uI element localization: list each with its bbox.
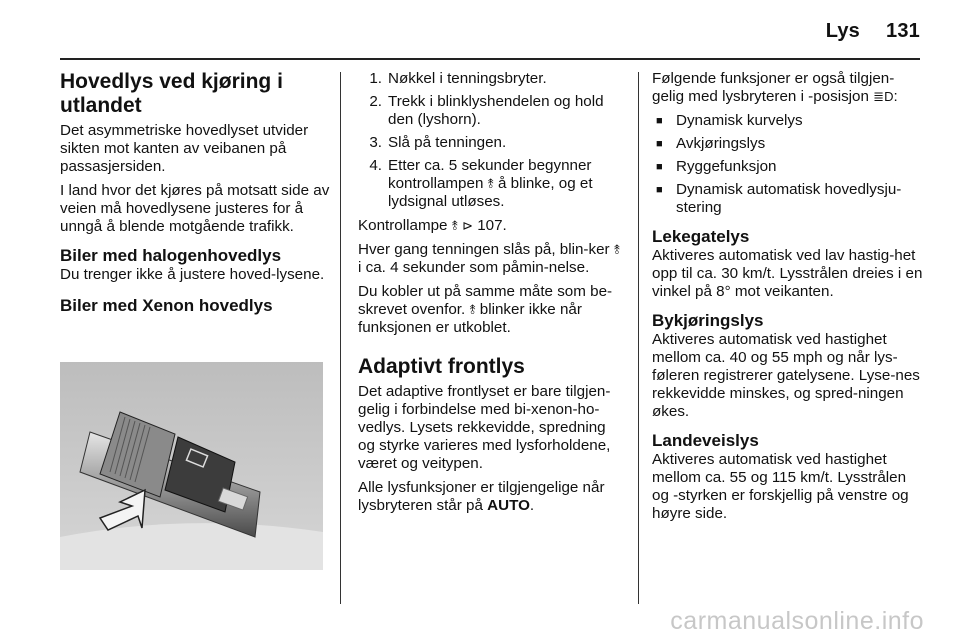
paragraph-lekegatelys: Aktiveres automatisk ved lav hastig-het opp til ca. 30 km/t. Lysstrålen dreies i en vinkel på 8° mot veikanten. <box>652 247 923 300</box>
bullet-icon: ■ <box>656 184 663 196</box>
turn-signal-stalk-image <box>60 362 323 570</box>
control-lamp-icon: ⥉ <box>469 302 476 317</box>
paragraph-landeveislys: Aktiveres automatisk ved hastighet mellom ca. 55 og 115 km/t. Lysstrålen og -styrken er forskjellig på venstre og høyre side. <box>652 451 909 522</box>
paragraph-adaptive: Det adaptive frontlyset er bare tilgjen-gelig i forbindelse med bi-xenon-ho-vedlys. Lysets rekkevidde, spredning og styrke varieres med lysforholdene, været og veitypen. <box>358 383 611 472</box>
heading-adaptive: Adaptivt frontlys <box>358 355 525 378</box>
column-1 <box>60 70 332 316</box>
paragraph-intro: Følgende funksjoner er også tilgjen-gelig med lysbryteren i -posisjon ≣D: <box>652 70 898 105</box>
list-item: ■ Avkjøringslys <box>652 135 924 153</box>
heading-bykjoringslys: Bykjøringslys <box>652 311 764 330</box>
list-item: 2. Trekk i blinklyshendelen og hold den (lyshorn). <box>369 93 604 128</box>
functions-list <box>652 112 924 217</box>
stalk-illustration <box>60 362 323 570</box>
control-lamp-icon: ⥉ <box>613 242 620 257</box>
page-header <box>826 20 920 43</box>
headlamp-icon: ≣D <box>873 89 894 104</box>
heading-lekegatelys: Lekegatelys <box>652 227 750 246</box>
section-title: Lys <box>825 20 861 42</box>
heading-halogen: Biler med halogenhovedlys <box>60 246 282 265</box>
watermark: carmanualsonline.info <box>670 607 924 635</box>
paragraph-bykjoringslys: Aktiveres automatisk ved hastighet mellom ca. 40 og 55 mph og når lys-føleren registrerer gatelysene. Lyse-nes rekkevidde minskes, og spred-ningen økes. <box>652 331 920 420</box>
control-lamp-icon: ⥉ <box>487 176 494 191</box>
paragraph-kontrollampe: Kontrollampe ⥉ ⊳ 107. <box>358 217 507 234</box>
list-item: ■ Dynamisk kurvelys <box>652 112 924 130</box>
list-item: 1. Nøkkel i tenningsbryter. <box>369 70 547 87</box>
bullet-icon: ■ <box>656 115 663 127</box>
heading-landeveislys: Landeveislys <box>652 431 759 450</box>
paragraph-tenning: Hver gang tenningen slås på, blin-ker ⥉ i ca. 4 sekunder som påmin-nelse. <box>358 241 620 276</box>
auto-label: AUTO <box>487 497 530 514</box>
bullet-icon: ■ <box>656 161 663 173</box>
control-lamp-icon: ⥉ <box>451 218 458 233</box>
list-item: ■ Dynamisk automatisk hovedlysju-stering <box>652 181 924 217</box>
column-divider-2 <box>638 72 639 604</box>
heading-hovedlys-utlandet: Hovedlys ved kjøring i utlandet <box>60 70 283 117</box>
paragraph-asymmetric: Det asymmetriske hovedlyset utvider sikten mot kanten av veibanen på passasjersiden. <box>60 122 309 175</box>
header-rule <box>60 58 920 60</box>
column-2 <box>358 70 624 521</box>
bullet-icon: ■ <box>656 138 663 150</box>
paragraph-kobler-ut: Du kobler ut på samme måte som be-skrevet ovenfor. ⥉ blinker ikke når funksjonen er utkoblet. <box>358 283 613 336</box>
paragraph-halogen: Du trenger ikke å justere hoved-lysene. <box>60 266 325 283</box>
list-item: ■ Ryggefunksjon <box>652 158 924 176</box>
list-item: 3. Slå på tenningen. <box>369 134 507 151</box>
page-number: 131 <box>886 20 920 42</box>
page-ref-icon: ⊳ <box>462 218 473 233</box>
paragraph-motsatt-side: I land hvor det kjøres på motsatt side av veien må hovedlysene justeres for å unngå å blende motgående trafikk. <box>60 182 330 235</box>
heading-xenon: Biler med Xenon hovedlys <box>60 296 273 315</box>
column-divider-1 <box>340 72 341 604</box>
list-item: 4. Etter ca. 5 sekunder begynner kontrollampen ⥉ å blinke, og et lydsignal utløses. <box>369 157 593 210</box>
steps-list <box>358 70 624 211</box>
column-3 <box>652 70 924 529</box>
paragraph-auto: Alle lysfunksjoner er tilgjengelige når lysbryteren står på AUTO. <box>358 479 605 514</box>
